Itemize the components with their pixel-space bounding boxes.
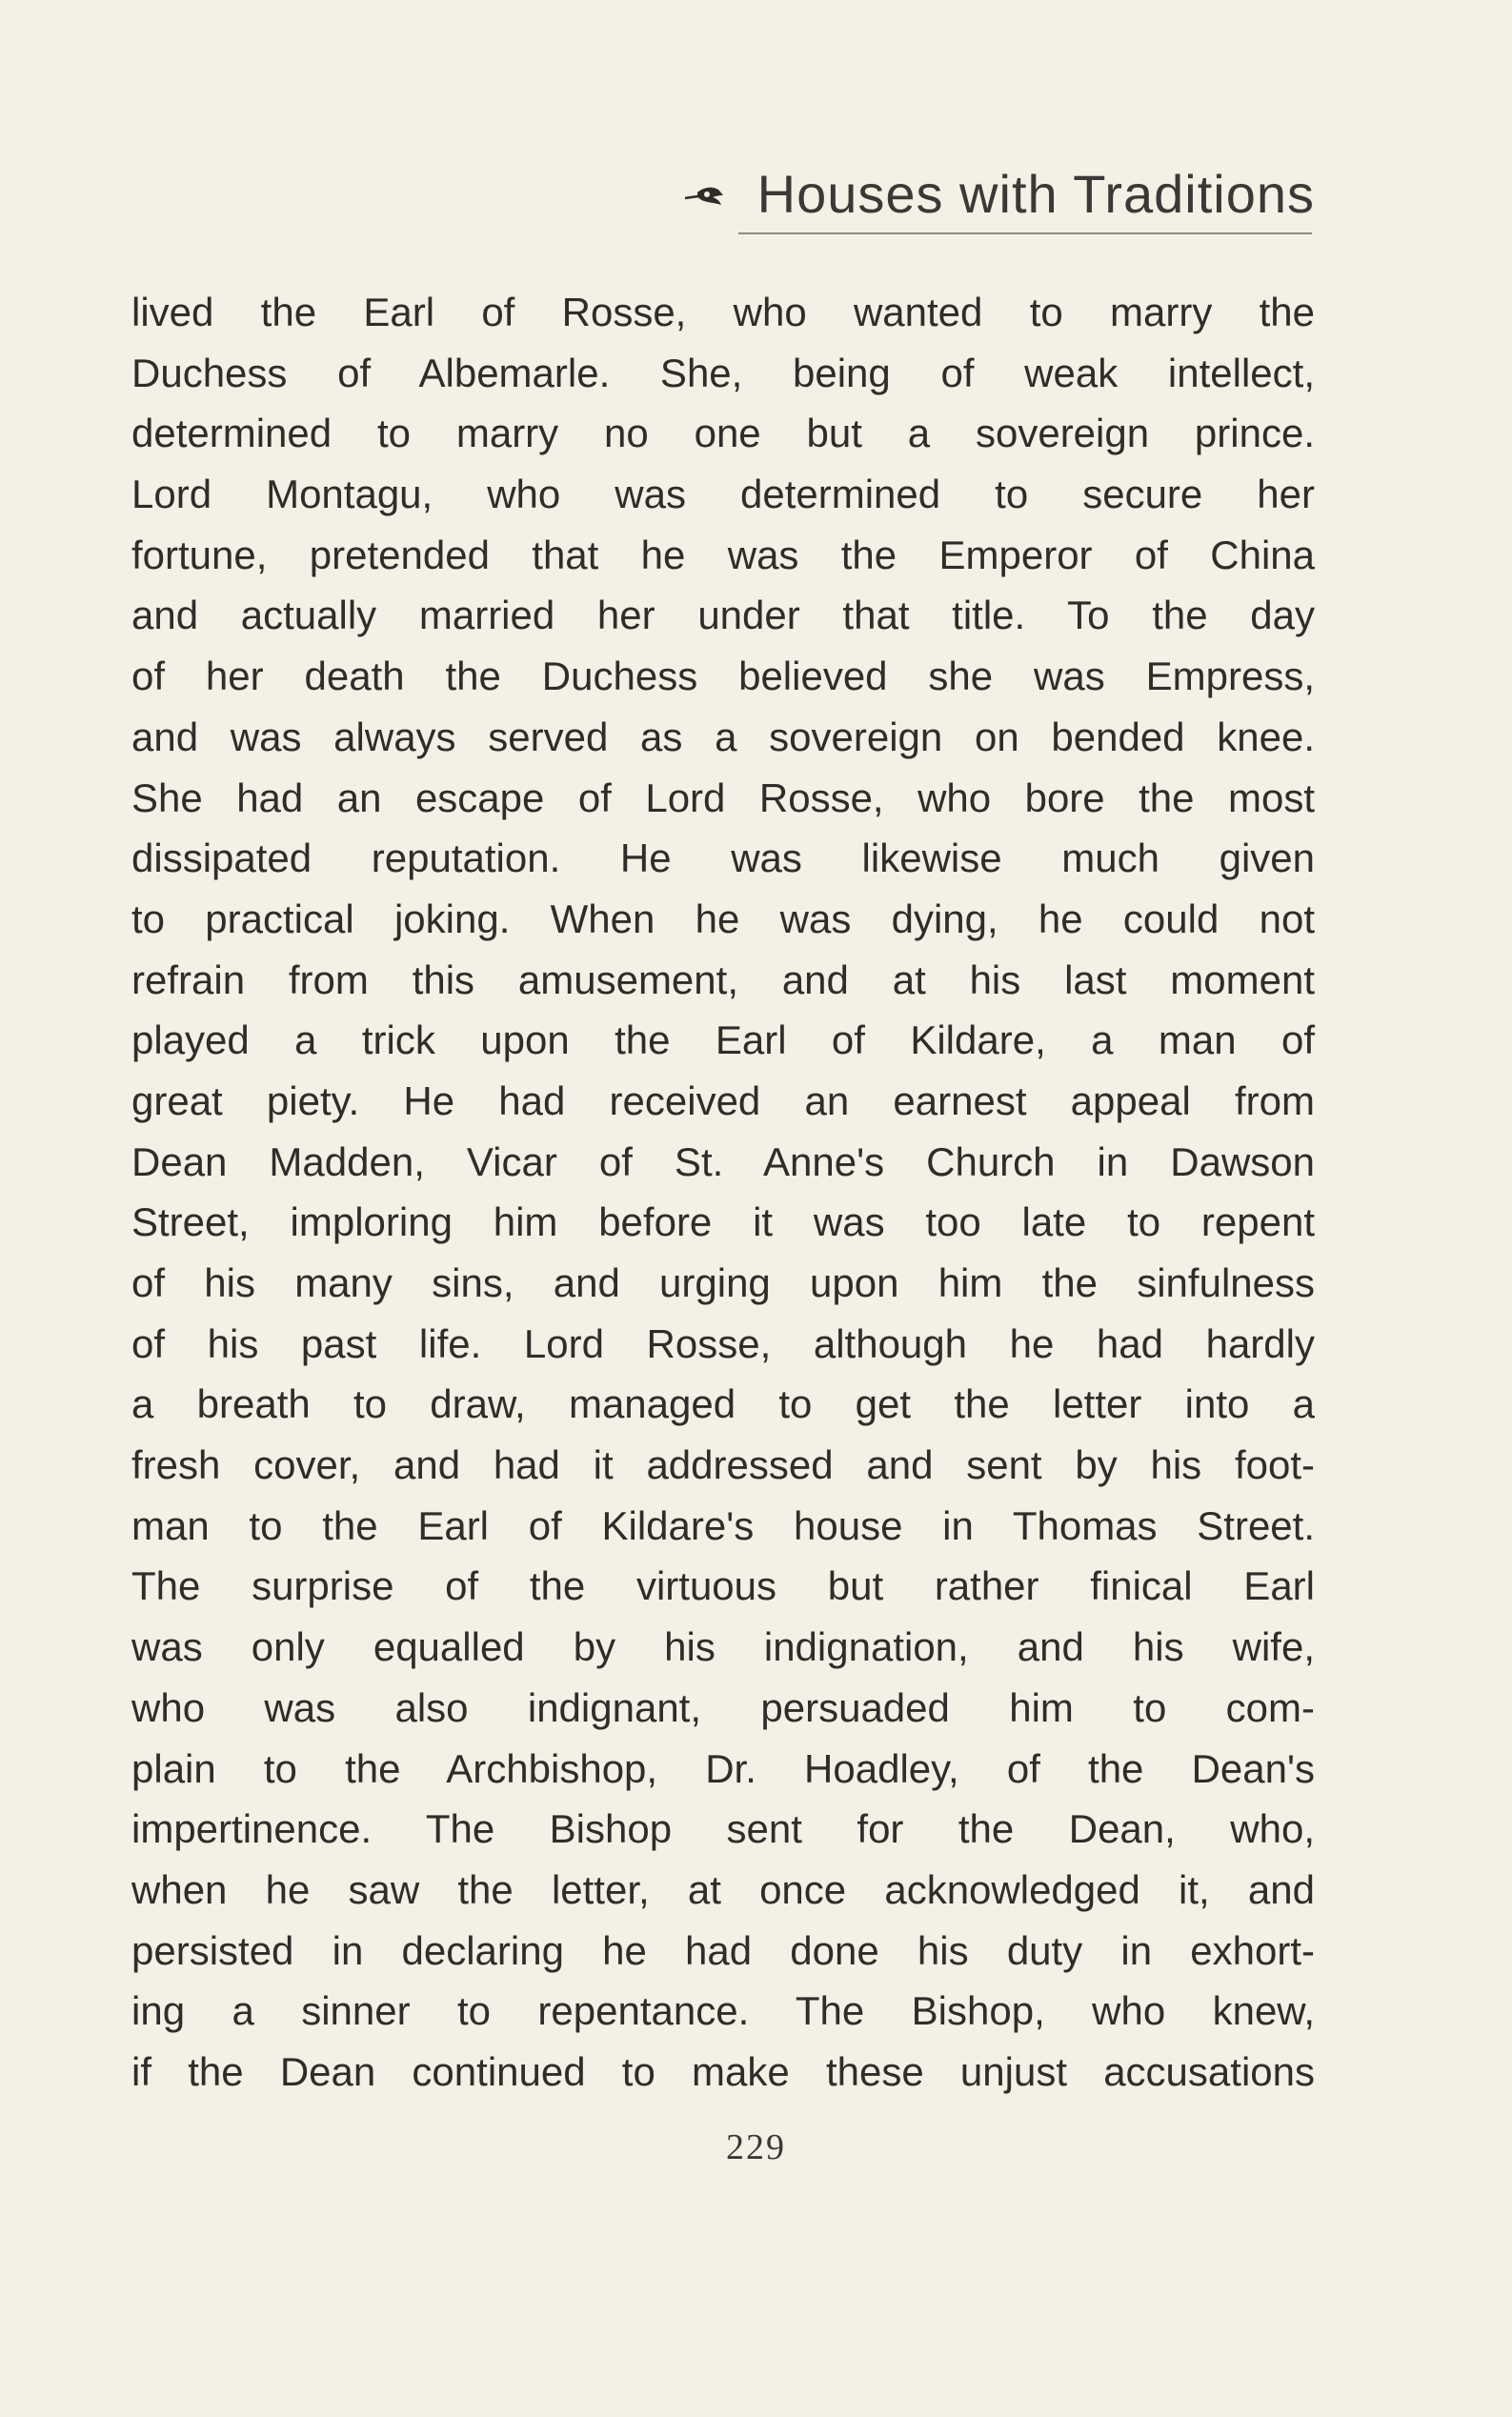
text-line: refrain from this amusement, and at his last moment <box>131 957 1315 1002</box>
text-line: and actually married her under that title. To the day <box>131 593 1315 638</box>
page-number: 229 <box>726 2127 786 2167</box>
text-line: Lord Montagu, who was determined to secure her <box>131 472 1315 517</box>
text-line: She had an escape of Lord Rosse, who bore the most <box>131 775 1315 820</box>
text-line: The surprise of the virtuous but rather finical Earl <box>131 1563 1315 1609</box>
text-line: Duchess of Albemarle. She, being of weak intellect, <box>131 350 1315 395</box>
body-text <box>131 282 1315 2103</box>
running-title: Houses with Traditions <box>756 163 1315 224</box>
text-line: plain to the Archbishop, Dr. Hoadley, of the Dean's <box>131 1745 1315 1791</box>
text-line: who was also indignant, persuaded him to com- <box>131 1684 1315 1730</box>
text-line: determined to marry no one but a sovereign prince. <box>131 411 1315 456</box>
text-line: was only equalled by his indignation, and his wife, <box>131 1624 1315 1670</box>
text-line: if the Dean continued to make these unjust accusations <box>131 2048 1315 2094</box>
text-line: man to the Earl of Kildare's house in Thomas Street. <box>131 1502 1315 1548</box>
text-line: and was always served as a sovereign on bended knee. <box>131 714 1315 759</box>
text-line: lived the Earl of Rosse, who wanted to marry the <box>131 290 1315 334</box>
text-line: Street, imploring him before it was too late to repent <box>131 1199 1315 1245</box>
text-line: to practical joking. When he was dying, he could not <box>131 896 1315 941</box>
text-line: of her death the Duchess believed she was Empress, <box>131 654 1315 699</box>
text-line: fortune, pretended that he was the Emperor of China <box>131 532 1315 577</box>
text-line: played a trick upon the Earl of Kildare, a man of <box>131 1017 1315 1063</box>
text-line: of his many sins, and urging upon him the sinfulness <box>131 1260 1315 1305</box>
text-line: ing a sinner to repentance. The Bishop, who knew, <box>131 1988 1315 2034</box>
text-line: persisted in declaring he had done his duty in exhort- <box>131 1927 1315 1973</box>
text-line: when he saw the letter, at once acknowledged it, and <box>131 1866 1315 1912</box>
pointing-hand-icon <box>683 182 727 211</box>
running-head <box>629 151 1315 236</box>
text-line: fresh cover, and had it addressed and sent by his foot- <box>131 1442 1315 1488</box>
text-line: Dean Madden, Vicar of St. Anne's Church in Dawson <box>131 1138 1315 1184</box>
text-line: impertinence. The Bishop sent for the Dean, who, <box>131 1806 1315 1852</box>
text-line: a breath to draw, managed to get the letter into a <box>131 1381 1315 1427</box>
text-line: dissipated reputation. He was likewise much given <box>131 836 1315 881</box>
text-line: of his past life. Lord Rosse, although he had hardly <box>131 1320 1315 1366</box>
text-line: great piety. He had received an earnest appeal from <box>131 1078 1315 1123</box>
header-rule <box>738 232 1312 234</box>
